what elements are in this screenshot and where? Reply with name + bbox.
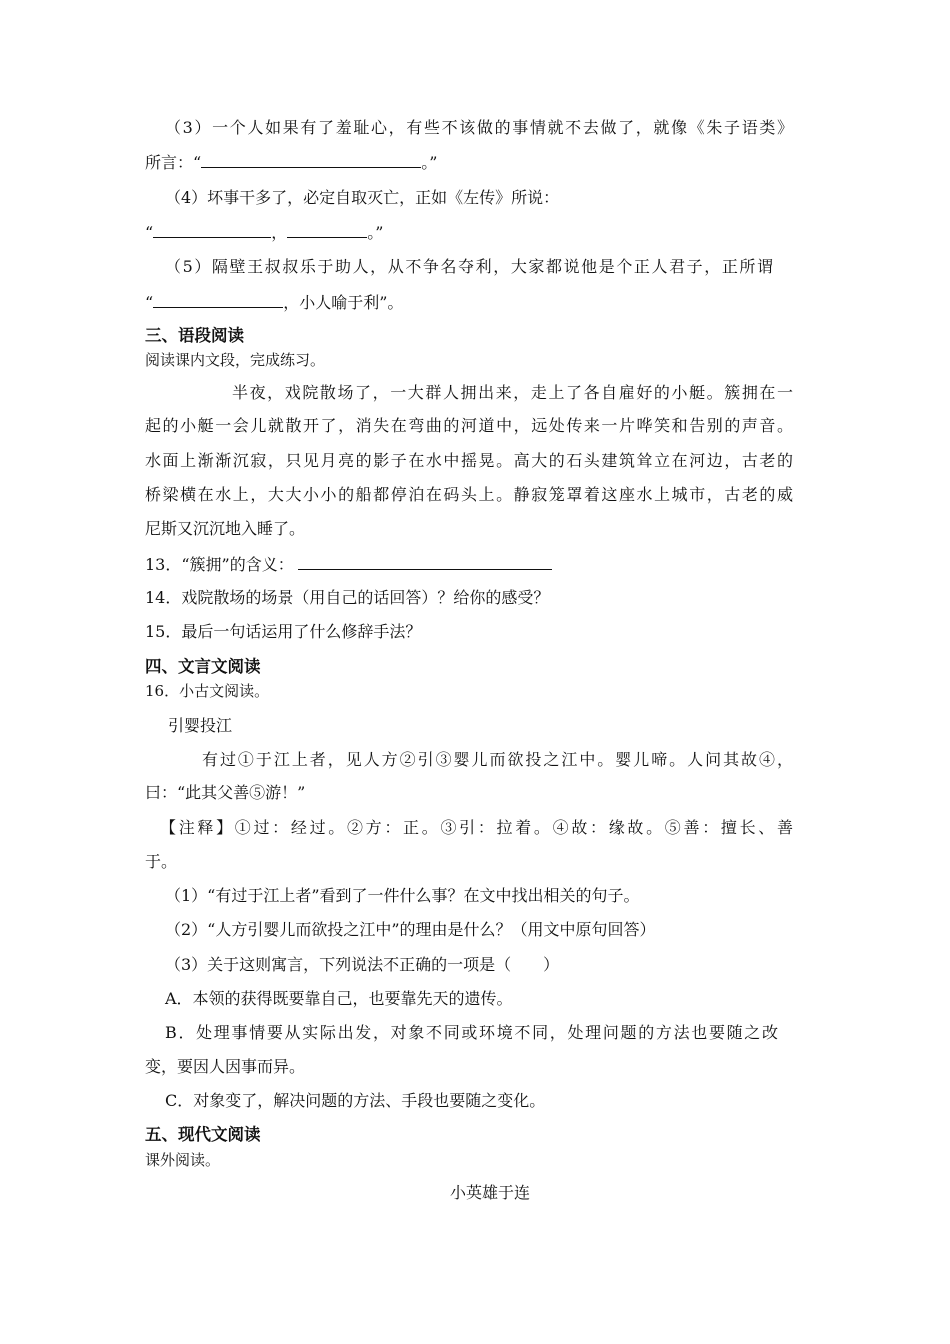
- passage-line-5: 尼斯又沉沉地入睡了。: [145, 519, 306, 538]
- question-5-line-1: （5）隔壁王叔叔乐于助人，从不争名夺利，大家都说他是个正人君子，正所谓: [165, 257, 773, 276]
- option-b-line-1: B．处理事情要从实际出发，对象不同或环境不同，处理问题的方法也要随之改: [165, 1023, 778, 1042]
- section-5-instruction: 课外阅读。: [145, 1151, 221, 1169]
- story-title: 小英雄于连: [449, 1183, 530, 1202]
- sub-question-1: （1）“有过于江上者”看到了一件什么事？在文中找出相关的句子。: [165, 886, 640, 905]
- question-4-open-quote: “: [145, 223, 154, 242]
- annotation-line-2: 于。: [145, 852, 178, 871]
- question-5-answer-blank[interactable]: [153, 292, 283, 308]
- question-16: 16．小古文阅读。: [145, 682, 270, 700]
- option-c: C．对象变了，解决问题的方法、手段也要随之变化。: [165, 1091, 546, 1110]
- section-4-heading: 四、文言文阅读: [145, 657, 261, 676]
- section-3-heading: 三、语段阅读: [145, 326, 244, 345]
- question-5-open-quote: “: [145, 293, 154, 312]
- question-3-answer-blank[interactable]: [201, 152, 421, 168]
- passage-line-4: 桥梁横在水上，大大小小的船都停泊在码头上。静寂笼罩着这座水上城市，古老的威: [145, 485, 793, 504]
- question-14: 14．戏院散场的场景（用自己的话回答）？给你的感受？: [145, 588, 550, 607]
- question-4-line-2: [145, 222, 383, 243]
- question-15: 15．最后一句话运用了什么修辞手法？: [145, 622, 422, 641]
- question-4-answer-blank-2[interactable]: [287, 222, 367, 238]
- section-5-heading: 五、现代文阅读: [145, 1125, 261, 1144]
- question-3-prefix: 所言：“: [145, 153, 202, 172]
- sub-question-3: （3）关于这则寓言，下列说法不正确的一项是（ ）: [165, 955, 560, 974]
- classical-text-line-1: 有过①于江上者，见人方②引③婴儿而欲投之江中。婴儿啼。人问其故④，: [202, 750, 793, 769]
- question-13-answer-blank[interactable]: [298, 554, 552, 570]
- sub-question-2: （2）“人方引婴儿而欲投之江中”的理由是什么？（用文中原句回答）: [165, 920, 656, 939]
- question-4-comma: ，: [271, 223, 288, 242]
- section-3-instruction: 阅读课内文段，完成练习。: [145, 351, 326, 369]
- question-3-suffix: 。”: [421, 153, 438, 172]
- question-5-line-2: [145, 292, 403, 313]
- classical-text-title: 引婴投江: [168, 716, 233, 735]
- question-3-line-1: （3）一个人如果有了羞耻心，有些不该做的事情就不去做了，就像《朱子语类》: [165, 118, 793, 137]
- passage-line-1: 半夜，戏院散场了，一大群人拥出来，走上了各自雇好的小艇。簇拥在一: [232, 383, 793, 402]
- option-b-line-2: 变，要因人因事而异。: [145, 1057, 306, 1076]
- question-5-suffix: ，小人喻于利”。: [283, 293, 404, 312]
- question-13-text: 13．“簇拥”的含义：: [145, 555, 294, 574]
- annotation-line-1: 【注释】①过：经过。②方：正。③引：拉着。④故：缘故。⑤善：擅长、善: [160, 818, 793, 837]
- option-a: A．本领的获得既要靠自己，也要靠先天的遗传。: [165, 989, 513, 1008]
- question-3-line-2: [145, 152, 437, 173]
- question-4-line-1: （4）坏事干多了，必定自取灭亡，正如《左传》所说：: [165, 188, 560, 207]
- question-13: [145, 554, 552, 575]
- question-4-answer-blank-1[interactable]: [153, 222, 271, 238]
- passage-line-3: 水面上渐渐沉寂，只见月亮的影子在水中摇晃。高大的石头建筑耸立在河边，古老的: [145, 451, 793, 470]
- classical-text-line-2: 曰：“此其父善⑤游！”: [145, 783, 306, 802]
- question-4-close-quote: 。”: [367, 223, 384, 242]
- passage-line-2: 起的小艇一会儿就散开了，消失在弯曲的河道中，远处传来一片哗笑和告别的声音。: [145, 416, 793, 435]
